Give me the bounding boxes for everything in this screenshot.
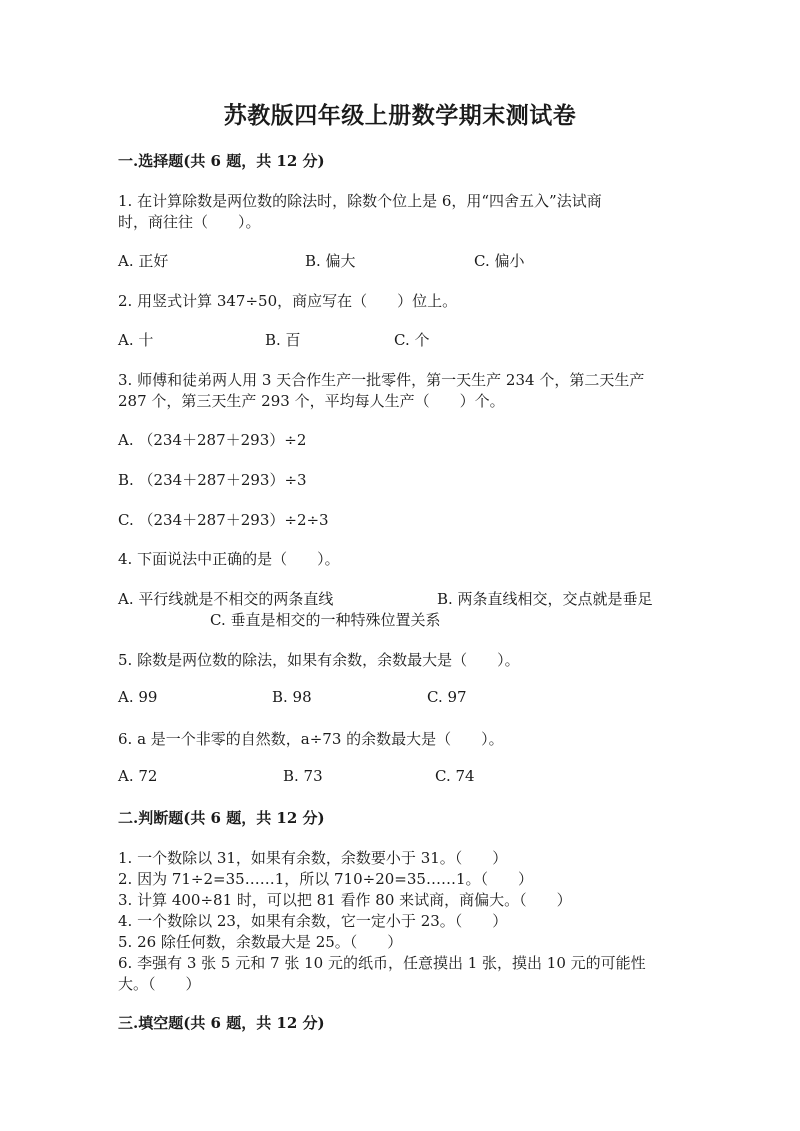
- option-b: B. 偏大: [305, 252, 356, 270]
- judge-item: 1. 一个数除以 31，如果有余数，余数要小于 31。（ ）: [118, 849, 508, 867]
- question-stem: 1. 在计算除数是两位数的除法时，除数个位上是 6，用“四舍五入”法试商: [118, 192, 602, 210]
- question-stem: 4. 下面说法中正确的是（ ）。: [118, 550, 340, 568]
- option-a: A. 99: [118, 688, 158, 706]
- question-stem: 6. a 是一个非零的自然数，a÷73 的余数最大是（ ）。: [118, 730, 504, 748]
- option-a: A. 72: [118, 767, 158, 785]
- option-b: B. 73: [283, 767, 323, 785]
- question-stem: 287 个，第三天生产 293 个，平均每人生产（ ）个。: [118, 392, 505, 410]
- option-a: A. 正好: [118, 252, 169, 270]
- option-c: C. 偏小: [474, 252, 525, 270]
- option-b: B. （234＋287＋293）÷3: [118, 471, 307, 489]
- exam-title: 苏教版四年级上册数学期末测试卷: [223, 102, 577, 129]
- judge-item: 5. 26 除任何数，余数最大是 25。（ ）: [118, 933, 403, 951]
- option-a: A. 平行线就是不相交的两条直线: [118, 590, 334, 608]
- judge-item: 大。（ ）: [118, 975, 201, 993]
- option-c: C. （234＋287＋293）÷2÷3: [118, 511, 329, 529]
- question-stem: 时，商往往（ ）。: [118, 213, 261, 231]
- option-b: B. 两条直线相交，交点就是垂足: [437, 590, 653, 608]
- question-stem: 5. 除数是两位数的除法，如果有余数，余数最大是（ ）。: [118, 651, 520, 669]
- section-heading-fill: 三.填空题(共 6 题，共 12 分): [118, 1014, 325, 1032]
- option-b: B. 百: [265, 331, 301, 349]
- section-heading-choice: 一.选择题(共 6 题，共 12 分): [118, 152, 325, 170]
- option-c: C. 97: [427, 688, 467, 706]
- judge-item: 3. 计算 400÷81 时，可以把 81 看作 80 来试商，商偏大。（ ）: [118, 891, 572, 909]
- option-c: C. 个: [394, 331, 430, 349]
- judge-item: 2. 因为 71÷2=35……1，所以 710÷20=35……1。（ ）: [118, 870, 533, 888]
- question-stem: 3. 师傅和徒弟两人用 3 天合作生产一批零件，第一天生产 234 个，第二天生产: [118, 371, 645, 389]
- option-c: C. 垂直是相交的一种特殊位置关系: [210, 611, 441, 629]
- section-heading-judge: 二.判断题(共 6 题，共 12 分): [118, 809, 325, 827]
- option-a: A. （234＋287＋293）÷2: [118, 431, 307, 449]
- option-c: C. 74: [435, 767, 475, 785]
- judge-item: 4. 一个数除以 23，如果有余数，它一定小于 23。（ ）: [118, 912, 508, 930]
- option-b: B. 98: [272, 688, 312, 706]
- question-stem: 2. 用竖式计算 347÷50，商应写在（ ）位上。: [118, 292, 458, 310]
- judge-item: 6. 李强有 3 张 5 元和 7 张 10 元的纸币，任意摸出 1 张，摸出 10 元的可能性: [118, 954, 646, 972]
- option-a: A. 十: [118, 331, 154, 349]
